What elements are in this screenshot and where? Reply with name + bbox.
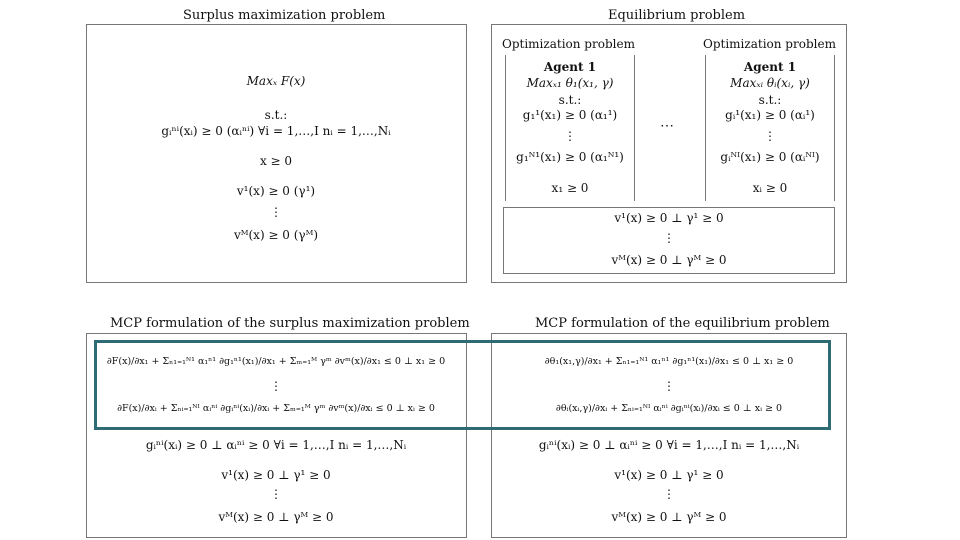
mcp-surplus-row3: gᵢⁿⁱ(xᵢ) ≥ 0 ⊥ αᵢⁿⁱ ≥ 0 ∀i = 1,…,I nᵢ = 1,…,Nᵢ [145,438,407,452]
mcp-equilibrium-row4: v¹(x) ≥ 0 ⊥ γ¹ ≥ 0 [614,468,724,482]
surplus-st: s.t.: [264,108,288,122]
surplus-title: Surplus maximization problem [183,8,386,23]
surplus-constraint-x: x ≥ 0 [259,154,293,168]
link-constraint-1: v¹(x) ≥ 0 ⊥ γ¹ ≥ 0 [614,211,724,225]
agent-right-c3: xᵢ ≥ 0 [752,181,788,195]
mcp-surplus-title: MCP formulation of the surplus maximization problem [110,316,470,331]
agent-left-c2: g₁ᴺ¹(x₁) ≥ 0 (α₁ᴺ¹) [516,150,624,164]
mcp-surplus-row2: ∂F(x)/∂xᵢ + Σₙᵢ₌₁ᴺᴵ αᵢⁿⁱ ∂gᵢⁿⁱ(xᵢ)/∂xᵢ + Σₘ₌₁ᴹ γᵐ ∂vᵐ(x)/∂xᵢ ≤ 0 ⊥ xᵢ ≥ 0 [117,403,435,414]
mcp-equilibrium-row2: ∂θᵢ(xᵢ,γ)/∂xᵢ + Σₙᵢ₌₁ᴺᴵ αᵢⁿⁱ ∂gᵢⁿⁱ(xᵢ)/∂xᵢ ≤ 0 ⊥ xᵢ ≥ 0 [555,403,783,414]
mcp-surplus-vdots1: ⋮ [270,379,282,393]
agent-right-c1: gᵢ¹(x₁) ≥ 0 (αᵢ¹) [725,108,815,122]
opt-label-right: Optimization problem [703,37,836,51]
agents-ellipsis: ⋯ [660,118,674,134]
link-vdots: ⋮ [663,231,675,245]
mcp-equilibrium-row3: gᵢⁿⁱ(xᵢ) ≥ 0 ⊥ αᵢⁿⁱ ≥ 0 ∀i = 1,…,I nᵢ = 1,…,Nᵢ [538,438,800,452]
mcp-equilibrium-row1: ∂θ₁(x₁,γ)/∂x₁ + Σₙ₁₌₁ᴺ¹ α₁ⁿ¹ ∂g₁ⁿ¹(x₁)/∂x₁ ≤ 0 ⊥ x₁ ≥ 0 [544,356,794,367]
equilibrium-title: Equilibrium problem [608,8,746,23]
agent-left-objective: Maxₓ₁ θ₁(x₁, γ) [526,76,614,90]
agent-right-objective: Maxₓᵢ θᵢ(xᵢ, γ) [730,76,810,90]
agent-left-c3: x₁ ≥ 0 [551,181,589,195]
surplus-constraint-g: gᵢⁿⁱ(xᵢ) ≥ 0 (αᵢⁿⁱ) ∀i = 1,…,I nᵢ = 1,…,Nᵢ [161,124,391,138]
agent-left-vdots: ⋮ [564,129,576,143]
surplus-constraint-v1: v¹(x) ≥ 0 (γ¹) [236,184,316,198]
mcp-surplus-row5: vᴹ(x) ≥ 0 ⊥ γᴹ ≥ 0 [218,510,334,524]
surplus-constraint-vm: vᴹ(x) ≥ 0 (γᴹ) [233,228,319,242]
mcp-surplus-vdots2: ⋮ [270,487,282,501]
mcp-equilibrium-vdots1: ⋮ [663,379,675,393]
agent-left-name: Agent 1 [543,60,597,74]
link-constraint-m: vᴹ(x) ≥ 0 ⊥ γᴹ ≥ 0 [611,253,727,267]
surplus-objective: Maxₓ F(x) [246,74,306,88]
mcp-surplus-row4: v¹(x) ≥ 0 ⊥ γ¹ ≥ 0 [221,468,331,482]
agent-right-vdots: ⋮ [764,129,776,143]
agent-left-c1: g₁¹(x₁) ≥ 0 (α₁¹) [522,108,618,122]
mcp-equilibrium-title: MCP formulation of the equilibrium problem [535,316,830,331]
agent-right-c2: gᵢᴺᴵ(x₁) ≥ 0 (αᵢᴺᴵ) [720,150,820,164]
agent-right-name: Agent 1 [743,60,797,74]
agent-left-st: s.t.: [558,93,582,107]
opt-label-left: Optimization problem [502,37,635,51]
mcp-equilibrium-row5: vᴹ(x) ≥ 0 ⊥ γᴹ ≥ 0 [611,510,727,524]
stationarity-highlight-frame [94,340,831,430]
mcp-surplus-row1: ∂F(x)/∂x₁ + Σₙ₁₌₁ᴺ¹ α₁ⁿ¹ ∂g₁ⁿ¹(x₁)/∂x₁ + Σₘ₌₁ᴹ γᵐ ∂vᵐ(x)/∂x₁ ≤ 0 ⊥ x₁ ≥ 0 [106,356,446,367]
surplus-vdots: ⋮ [270,205,282,219]
agent-right-st: s.t.: [758,93,782,107]
mcp-equilibrium-vdots2: ⋮ [663,487,675,501]
